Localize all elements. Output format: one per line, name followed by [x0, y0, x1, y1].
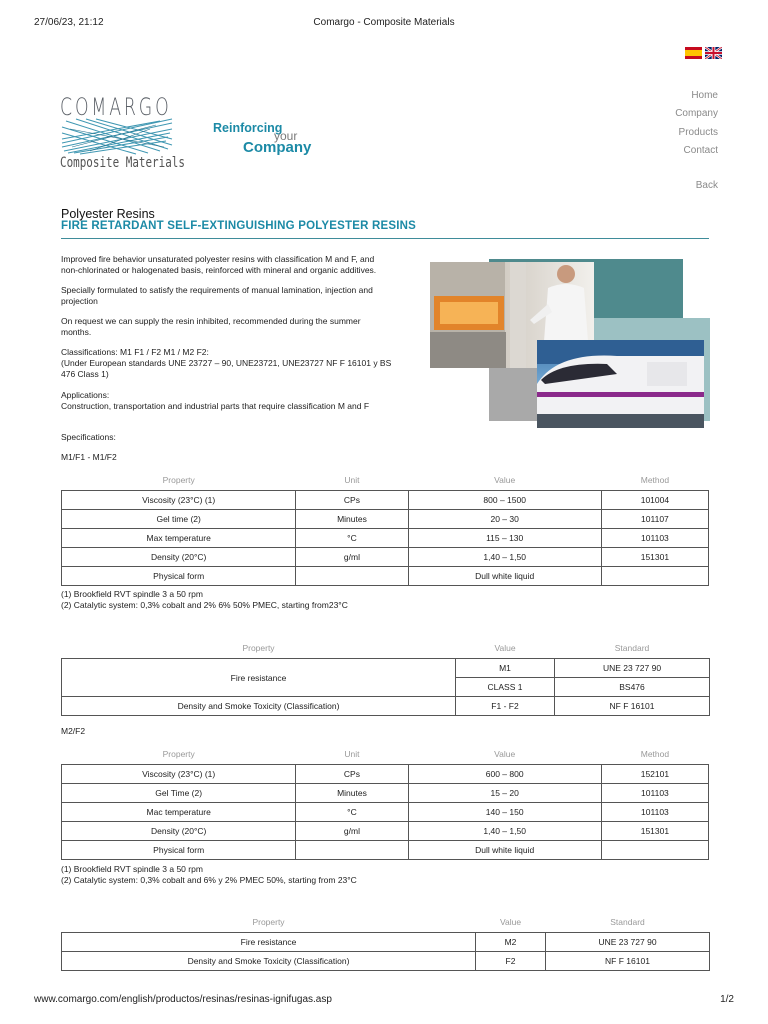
- table-header-row: [62, 470, 709, 491]
- classifications-text: (Under European standards UNE 23727 – 90, UNE23721, UNE23727 NF F 16101 y BS 476 Class 1): [61, 358, 392, 379]
- method-cell: 151301: [601, 822, 708, 841]
- nav-home-link[interactable]: Home: [691, 90, 718, 101]
- nav-contact-link[interactable]: Contact: [683, 145, 718, 156]
- property-cell: Density (20°C): [62, 822, 296, 841]
- method-cell: 152101: [601, 765, 708, 784]
- method-cell: 101103: [601, 784, 708, 803]
- print-page-number: 1/2: [720, 994, 734, 1005]
- property-cell: Gel time (2): [62, 510, 296, 529]
- table3-note-2: (2) Catalytic system: 0,3% cobalt and 6% y 2% PMEC 50%, starting from 23°C: [61, 875, 357, 885]
- column-header: Property: [162, 475, 195, 485]
- value-cell: 115 – 130: [408, 529, 601, 548]
- english-flag-icon[interactable]: [705, 47, 722, 59]
- high-speed-train-photo: [537, 340, 704, 428]
- print-datetime: 27/06/23, 21:12: [34, 17, 104, 28]
- nav-company-link[interactable]: Company: [675, 108, 718, 119]
- unit-cell: Minutes: [296, 510, 408, 529]
- property-cell: Mac temperature: [62, 803, 296, 822]
- property-cell: Viscosity (23°C) (1): [62, 765, 296, 784]
- slogan: [210, 118, 330, 160]
- column-header: Standard: [610, 917, 645, 927]
- column-header: Method: [640, 749, 670, 759]
- slogan-line1: Reinforcing: [213, 121, 283, 135]
- table-row: [62, 784, 709, 803]
- property-cell: Gel Time (2): [62, 784, 296, 803]
- m2-fire-table: [61, 912, 710, 971]
- value-cell: CLASS 1: [456, 678, 555, 697]
- unit-cell: g/ml: [296, 822, 408, 841]
- value-cell: 20 – 30: [408, 510, 601, 529]
- nav-products-link[interactable]: Products: [678, 127, 718, 138]
- method-cell: 151301: [601, 548, 708, 567]
- property-cell: Density and Smoke Toxicity (Classification): [62, 697, 456, 716]
- value-cell: Dull white liquid: [408, 567, 601, 586]
- unit-cell: [296, 567, 408, 586]
- table-row: [62, 529, 709, 548]
- column-header: Property: [242, 643, 275, 653]
- table-row: [62, 567, 709, 586]
- unit-cell: °C: [296, 529, 408, 548]
- standard-cell: UNE 23 727 90: [555, 659, 710, 678]
- value-cell: 1,40 – 1,50: [408, 548, 601, 567]
- table-row: [62, 491, 709, 510]
- standard-cell: UNE 23 727 90: [546, 933, 710, 952]
- nav-back-link[interactable]: Back: [695, 180, 718, 191]
- title-divider: [61, 238, 709, 239]
- method-cell: [601, 567, 708, 586]
- slogan-line2: your: [274, 129, 298, 143]
- table-row: [62, 548, 709, 567]
- comargo-logo[interactable]: [60, 93, 185, 178]
- logo-tagline: Composite Materials: [60, 155, 185, 171]
- value-cell: F1 - F2: [456, 697, 555, 716]
- value-cell: 600 – 800: [408, 765, 601, 784]
- column-header: Value: [494, 749, 516, 759]
- column-header: Standard: [614, 643, 650, 653]
- table-header-row: [62, 744, 709, 765]
- column-header: Unit: [344, 749, 360, 759]
- print-page-title: Comargo - Composite Materials: [313, 17, 455, 28]
- value-cell: 15 – 20: [408, 784, 601, 803]
- table-row: [62, 933, 710, 952]
- value-cell: F2: [476, 952, 546, 971]
- table-row: [62, 952, 710, 971]
- column-header: Method: [640, 475, 670, 485]
- method-cell: 101107: [601, 510, 708, 529]
- unit-cell: CPs: [296, 765, 408, 784]
- standard-cell: NF F 16101: [555, 697, 710, 716]
- applications-text: Construction, transportation and industrial parts that require classification M and F: [61, 401, 370, 411]
- classifications-label: Classifications: M1 F1 / F2 M1 / M2 F2:: [61, 347, 209, 357]
- formulation-paragraph: Specially formulated to satisfy the requirements of manual lamination, injection and projection: [61, 285, 373, 306]
- table3-note-1: (1) Brookfield RVT spindle 3 a 50 rpm: [61, 864, 203, 874]
- table-row: [62, 841, 709, 860]
- property-cell: Fire resistance: [62, 659, 456, 697]
- inhibited-paragraph: On request we can supply the resin inhibited, recommended during the summer months.: [61, 316, 361, 337]
- m1-fire-table: [61, 638, 710, 716]
- value-cell: M1: [456, 659, 555, 678]
- unit-cell: g/ml: [296, 548, 408, 567]
- method-cell: 101103: [601, 803, 708, 822]
- unit-cell: [296, 841, 408, 860]
- logo-mesh-icon: [60, 117, 175, 155]
- column-header: Property: [162, 749, 195, 759]
- standard-cell: BS476: [555, 678, 710, 697]
- method-cell: 101103: [601, 529, 708, 548]
- column-header: Value: [499, 917, 522, 927]
- property-cell: Density and Smoke Toxicity (Classification): [62, 952, 476, 971]
- value-cell: Dull white liquid: [408, 841, 601, 860]
- slogan-line3: Company: [243, 139, 312, 156]
- value-cell: 140 – 150: [408, 803, 601, 822]
- intro-paragraph: Improved fire behavior unsaturated polyester resins with classification M and F, and non-chlorinated or halogenated basis, reinforced with mineral and organic additives.: [61, 254, 377, 275]
- m2-properties-table: [61, 744, 709, 860]
- property-cell: Physical form: [62, 841, 296, 860]
- page-title: Polyester Resins: [61, 207, 155, 221]
- table1-note-2: (2) Catalytic system: 0,3% cobalt and 2% 6% 50% PMEC, starting from23°C: [61, 600, 348, 610]
- unit-cell: CPs: [296, 491, 408, 510]
- standard-cell: NF F 16101: [546, 952, 710, 971]
- m2-section-label: M2/F2: [61, 726, 86, 736]
- value-cell: M2: [476, 933, 546, 952]
- table-header-row: [62, 638, 710, 659]
- unit-cell: Minutes: [296, 784, 408, 803]
- m1-section-label: M1/F1 - M1/F2: [61, 452, 117, 462]
- property-cell: Max temperature: [62, 529, 296, 548]
- property-cell: Density (20°C): [62, 548, 296, 567]
- unit-cell: °C: [296, 803, 408, 822]
- table-row: [62, 510, 709, 529]
- table-row: [62, 765, 709, 784]
- print-url: www.comargo.com/english/productos/resinas/resinas-ignifugas.asp: [34, 994, 332, 1005]
- value-cell: 800 – 1500: [408, 491, 601, 510]
- spanish-flag-icon[interactable]: [685, 47, 702, 59]
- specifications-label: Specifications:: [61, 432, 116, 442]
- property-cell: Viscosity (23°C) (1): [62, 491, 296, 510]
- logo-wordmark: COMARGO: [60, 93, 172, 121]
- property-cell: Fire resistance: [62, 933, 476, 952]
- table-row: [62, 803, 709, 822]
- value-cell: 1,40 – 1,50: [408, 822, 601, 841]
- column-header: Value: [494, 643, 516, 653]
- table-row: [62, 659, 710, 678]
- table1-note-1: (1) Brookfield RVT spindle 3 a 50 rpm: [61, 589, 203, 599]
- table-header-row: [62, 912, 710, 933]
- property-cell: Physical form: [62, 567, 296, 586]
- m1-properties-table: [61, 470, 709, 586]
- column-header: Unit: [344, 475, 360, 485]
- method-cell: [601, 841, 708, 860]
- page-subtitle: FIRE RETARDANT SELF-EXTINGUISHING POLYESTER RESINS: [61, 220, 417, 232]
- column-header: Value: [494, 475, 516, 485]
- table-row: [62, 822, 709, 841]
- applications-label: Applications:: [61, 390, 110, 400]
- column-header: Property: [252, 917, 285, 927]
- method-cell: 101004: [601, 491, 708, 510]
- table-row: [62, 697, 710, 716]
